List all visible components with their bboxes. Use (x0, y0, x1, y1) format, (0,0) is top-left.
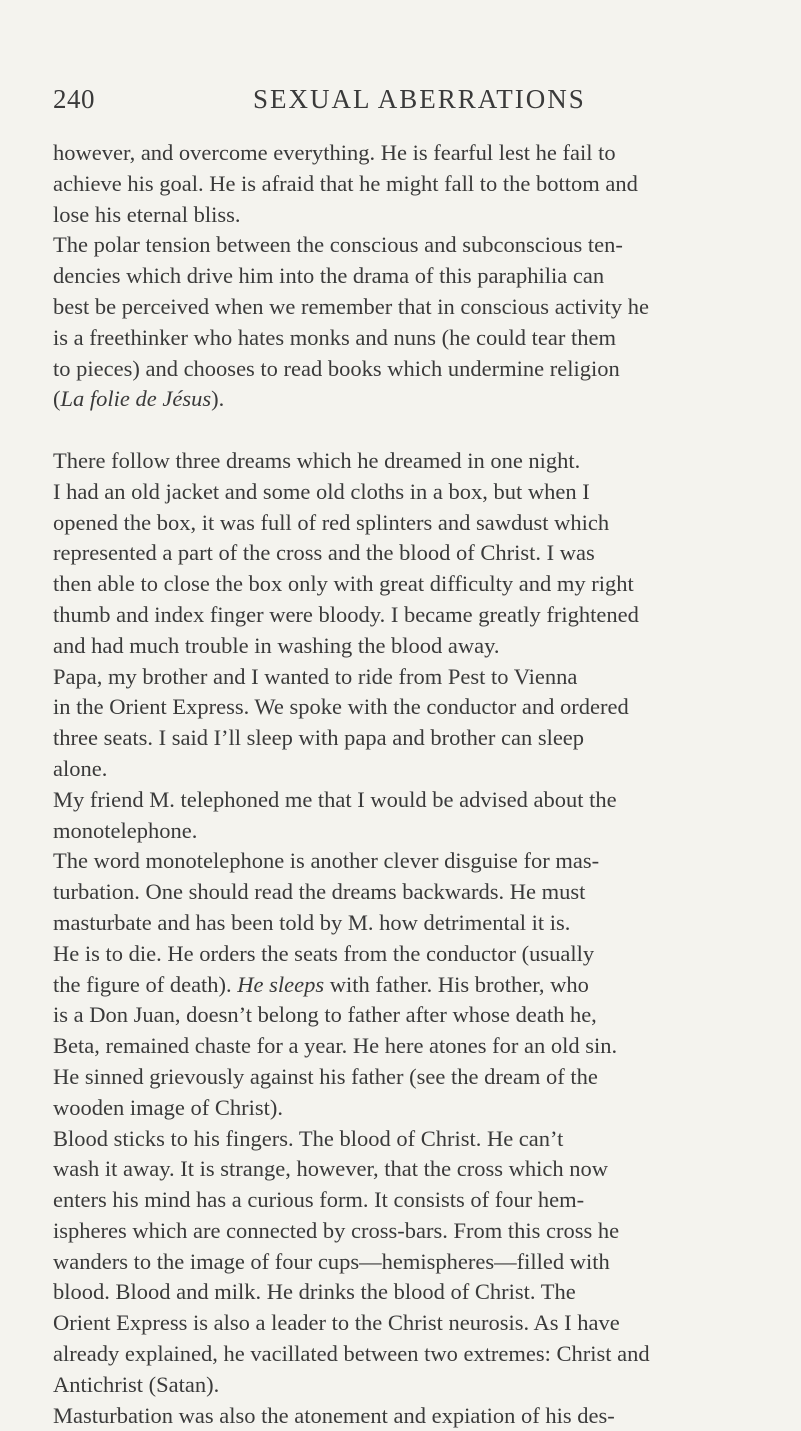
text-line: masturbate and has been told by M. how detrimental it is. (53, 909, 571, 935)
body-text (53, 138, 773, 1431)
text-fragment: with father. His brother, who (324, 971, 589, 997)
text-line: The word monotelephone is another clever disguise for mas- (53, 848, 600, 874)
text-fragment: ). (211, 386, 225, 412)
text-fragment: ( (53, 386, 61, 412)
text-line: I had an old jacket and some old cloths in a box, but when I (53, 478, 590, 504)
text-fragment: the figure of death). (53, 971, 238, 997)
text-line: Antichrist (Satan). (53, 1371, 220, 1397)
text-line: represented a part of the cross and the blood of Christ. I was (53, 540, 595, 566)
text-line: three seats. I said I’ll sleep with papa and brother can sleep (53, 725, 585, 751)
text-line: achieve his goal. He is afraid that he might fall to the bottom and (53, 170, 638, 196)
text-line: Orient Express is also a leader to the Christ neurosis. As I have (53, 1310, 620, 1336)
text-line: thumb and index finger were bloody. I became greatly frightened (53, 601, 639, 627)
text-line: My friend M. telephoned me that I would be advised about the (53, 786, 617, 812)
text-line: wooden image of Christ). (53, 1094, 283, 1120)
text-line: already explained, he vacillated between two extremes: Christ and (53, 1341, 650, 1367)
text-line: is a freethinker who hates monks and nuns (he could tear them (53, 324, 616, 350)
text-line (53, 384, 773, 415)
running-title: SEXUAL ABERRATIONS (253, 84, 586, 114)
paragraph-gap (53, 415, 773, 446)
text-line: Blood sticks to his fingers. The blood of Christ. He can’t (53, 1125, 564, 1151)
text-line: He is to die. He orders the seats from the conductor (usually (53, 940, 595, 966)
text-line: dencies which drive him into the drama of this paraphilia can (53, 263, 605, 289)
text-line: opened the box, it was full of red splinters and sawdust which (53, 509, 610, 535)
text-line: is a Don Juan, doesn’t belong to father after whose death he, (53, 1002, 597, 1028)
text-line: Papa, my brother and I wanted to ride from Pest to Vienna (53, 663, 578, 689)
text-line (53, 970, 773, 1001)
text-line: Beta, remained chaste for a year. He here atones for an old sin. (53, 1033, 618, 1059)
text-line: enters his mind has a curious form. It consists of four hem- (53, 1187, 585, 1213)
text-line: in the Orient Express. We spoke with the conductor and ordered (53, 694, 629, 720)
text-line: wanders to the image of four cups—hemispheres—filled with (53, 1248, 610, 1274)
text-line: ispheres which are connected by cross-bars. From this cross he (53, 1217, 620, 1243)
text-line: blood. Blood and milk. He drinks the blood of Christ. The (53, 1279, 576, 1305)
text-line: He sinned grievously against his father (see the dream of the (53, 1063, 598, 1089)
text-line: Masturbation was also the atonement and expiation of his des- (53, 1402, 615, 1428)
text-line: There follow three dreams which he dreamed in one night. (53, 447, 581, 473)
text-line: turbation. One should read the dreams backwards. He must (53, 879, 586, 905)
text-line: monotelephone. (53, 817, 198, 843)
page-number: 240 (53, 84, 95, 114)
text-line: then able to close the box only with great difficulty and my right (53, 571, 634, 597)
running-head (53, 84, 773, 120)
text-line: best be perceived when we remember that in conscious activity he (53, 293, 650, 319)
text-line: The polar tension between the conscious and subconscious ten- (53, 232, 623, 258)
text-line: alone. (53, 755, 108, 781)
text-line: and had much trouble in washing the blood away. (53, 632, 500, 658)
text-line: wash it away. It is strange, however, that the cross which now (53, 1156, 608, 1182)
book-title-italic: La folie de Jésus (60, 386, 212, 412)
text-line: lose his eternal bliss. (53, 201, 241, 227)
text-line: however, and overcome everything. He is fearful lest he fail to (53, 140, 616, 165)
text-line: to pieces) and chooses to read books which undermine religion (53, 355, 620, 381)
emphasis-italic: He sleeps (237, 971, 325, 997)
